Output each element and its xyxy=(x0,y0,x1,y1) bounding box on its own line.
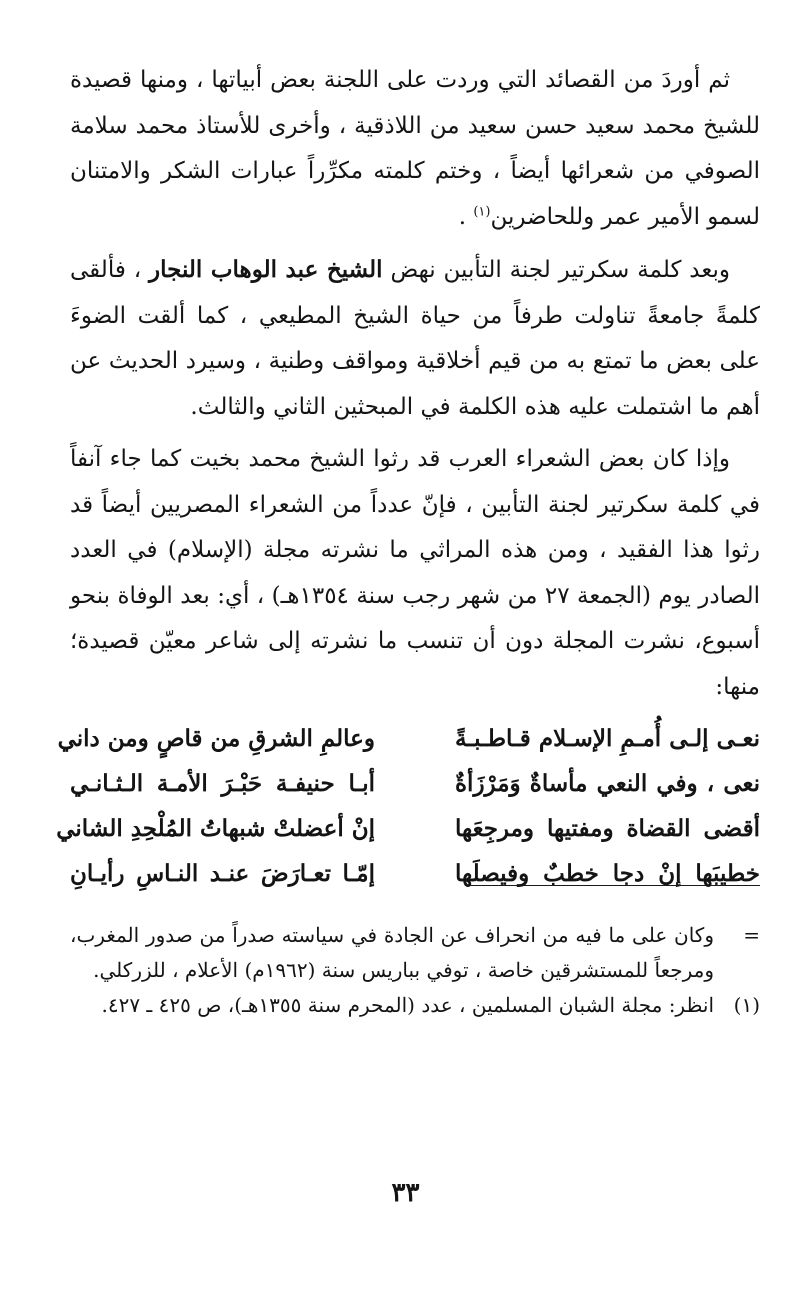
poem xyxy=(56,716,760,896)
poem-verse xyxy=(70,851,760,896)
verse-1-second-hemistich: وعالمِ الشرقِ من قاصٍ ومن داني xyxy=(57,725,375,752)
verse-2-first-hemistich: نعى ، وفي النعي مأساةٌ وَمَرْزَأةٌ xyxy=(455,770,760,797)
verse-3-first-hemistich: أقضى القضاة ومفتيها ومرجِعَها xyxy=(455,815,760,842)
footnote-divider xyxy=(470,885,760,886)
footnote-continuation xyxy=(70,918,760,988)
verse-2-second-hemistich: أبـا حنيفـة حَبْـرَ الأمـة الـثـانـي xyxy=(70,770,375,797)
verse-3-second-hemistich: إنْ أعضلتْ شبهاتُ المُلْحِدِ الشاني xyxy=(56,815,375,842)
paragraph-2-rest: ، فألقى كلمةً جامعةً تناولت طرفاً من حياة الشيخ المطيعي ، كما ألقت الضوءَ على بعض ما تمتع به من قيم أخلاقية ومواقف وطنية ، وسيرد الحديث عن أهم ما اشتملت عليه هذه الكلمة في المبحثين الثاني والثالث. xyxy=(70,257,760,420)
main-text xyxy=(56,58,761,896)
verse-4-first-hemistich: خطيبَها إنْ دجا خطبٌ وفيصلَها xyxy=(455,860,760,887)
verse-4-second-hemistich: إمّـا تعـارَضَ عنـد النـاسِ رأيـانِ xyxy=(70,860,375,887)
footnote-marker: (١) xyxy=(733,993,760,1017)
footnote-marker: = xyxy=(743,923,760,947)
footnote-ref-1[interactable]: (١) xyxy=(473,203,491,219)
verse-1-first-hemistich: نعـى إلـى أُمـمِ الإسـلام قـاطـبـةً xyxy=(455,725,760,752)
footnote-1 xyxy=(70,988,760,1023)
paragraph-2 xyxy=(70,247,760,430)
poem-verse xyxy=(70,761,760,806)
poem-verse xyxy=(57,716,760,761)
paragraph-2-lead: وبعد كلمة سكرتير لجنة التأبين نهض xyxy=(382,257,730,283)
poem-verse xyxy=(56,806,760,851)
paragraph-3 xyxy=(70,437,760,710)
paragraph-1-text: ثم أوردَ من القصائد التي وردت على اللجنة بعض أبياتها ، ومنها قصيدة للشيخ محمد سعيد حسن سعيد من اللاذقية ، وأخرى للأستاذ محمد سلامة الصوفي من شعرائها أيضاً ، وختم كلمته مكرِّراً عبارات الشكر والامتنان لسمو الأمير عمر وللحاضرين xyxy=(70,67,760,230)
footnote-text: وكان على ما فيه من انحراف عن الجادة في سياسته صدراً من صدور المغرب، ومرجعاً للمستشرقين خاصة ، توفي بباريس سنة (١٩٦٢م) الأعلام ، للزركلي. xyxy=(70,923,714,982)
paragraph-2-name: الشيخ عبد الوهاب النجار xyxy=(149,256,383,283)
footnotes xyxy=(70,918,760,1023)
paragraph-1-end: . xyxy=(458,203,474,230)
paragraph-1 xyxy=(70,58,760,240)
paragraph-3-text: وإذا كان بعض الشعراء العرب قد رثوا الشيخ محمد بخيت كما جاء آنفاً في كلمة سكرتير لجنة التأبين ، فإنّ عدداً من الشعراء المصريين أيضاً قد رثوا هذا الفقيد ، ومن هذه المراثي ما نشرته مجلة (الإسلام) في العدد الصادر يوم (الجمعة ٢٧ من شهر رجب سنة ١٣٥٤هـ) ، أي: بعد الوفاة بنحو أسبوع، نشرت المجلة دون أن تنسب ما نشرته إلى شاعر معيّن قصيدة؛ منها: xyxy=(70,446,761,700)
footnote-text: انظر: مجلة الشبان المسلمين ، عدد (المحرم سنة ١٣٥٥هـ)، ص ٤٢٥ ـ ٤٢٧. xyxy=(101,993,714,1017)
page-number: ٣٣ xyxy=(391,1178,420,1208)
